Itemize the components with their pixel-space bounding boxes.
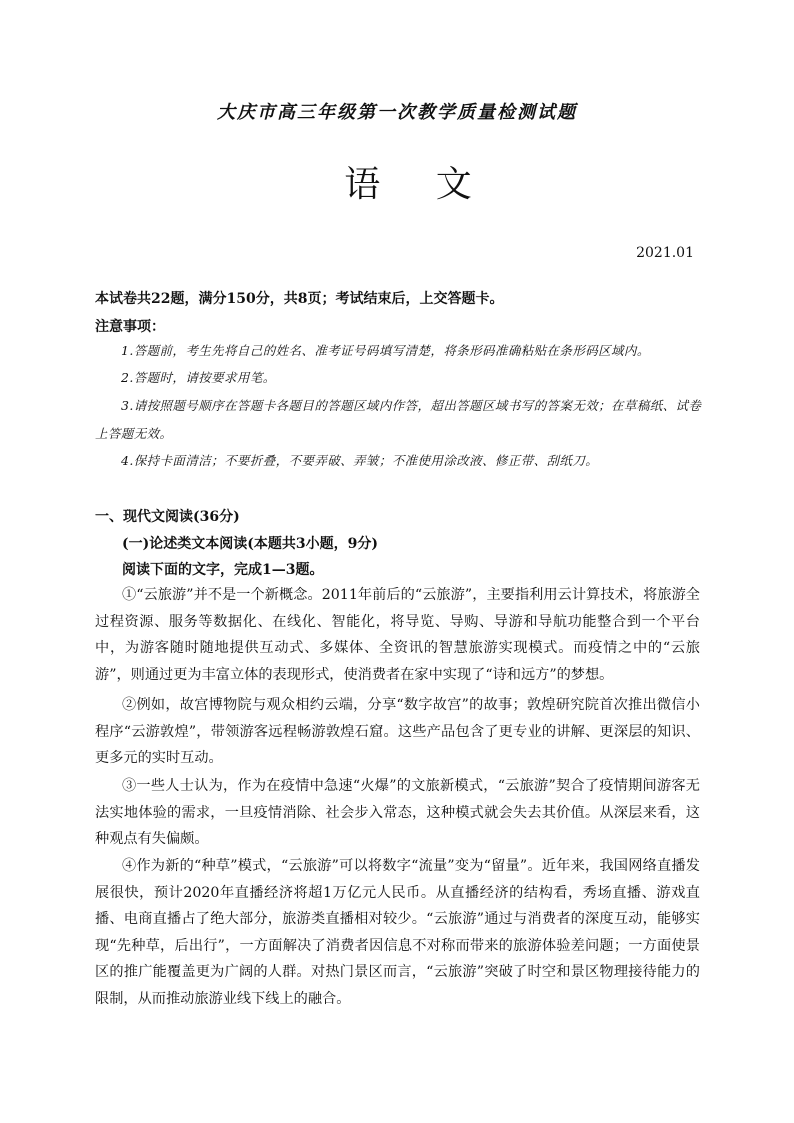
reading-instruction: 阅读下面的文字，完成1—3题。 bbox=[122, 562, 324, 578]
notice-item-text: 1.答题前，考生先将自己的姓名、准考证号码填写清楚，将条形码准确粘贴在条形码区域内。 bbox=[121, 343, 650, 358]
notice-item-text: 2.答题时，请按要求用笔。 bbox=[121, 370, 276, 385]
subsection-heading: (一)论述类文本阅读(本题共3小题，9分) bbox=[122, 536, 378, 552]
exam-date: 2021.01 bbox=[636, 245, 694, 261]
paragraph-4: ④作为新的“种草”模式，“云旅游”可以将数字“流量”变为“留量”。近年来，我国网络直播发展很快，预计2020年直播经济将超1万亿元人民币。从直播经济的结构看，秀场直播、游戏直播、电商直播占了绝大部分，旅游类直播相对较少。“云旅游”通过与消费者的深度互动，能够实现“先种草，后出行”，一方面解决了消费者因信息不对称而带来的旅游体验差问题；一方面使景区的推广能覆盖更为广阔的人群。对热门景区而言，“云旅游”突破了时空和景区物理接待能力的限制，从而推动旅游业线下线上的融合。 bbox=[95, 858, 700, 1007]
paragraph-3: ③一些人士认为，作为在疫情中急速“火爆”的文旅新模式，“云旅游”契合了疫情期间游客无法实地体验的需求，一旦疫情消除、社会步入常态，这种模式就会失去其价值。从深层来看，这种观点有失偏颇。 bbox=[95, 778, 700, 848]
exam-title: 大庆市高三年级第一次教学质量检测试题 bbox=[217, 102, 577, 123]
exam-intro: 本试卷共22题，满分150分，共8页；考试结束后，上交答题卡。 bbox=[95, 291, 504, 307]
subject-title: 语 文 bbox=[344, 164, 494, 205]
notice-label: 注意事项： bbox=[95, 319, 165, 335]
notice-item bbox=[95, 447, 705, 475]
notice-item bbox=[95, 392, 705, 448]
paragraph-1: ①“云旅游”并不是一个新概念。2011年前后的“云旅游”，主要指利用云计算技术，将旅游全过程资源、服务等数据化、在线化、智能化，将导览、导购、导游和导航功能整合到一个平台中，为游客随时随地提供互动式、多媒体、全资讯的智慧旅游实现模式。而疫情之中的“云旅游”，则通过更为丰富立体的表现形式，使消费者在家中实现了“诗和远方”的梦想。 bbox=[95, 587, 700, 683]
notice-item-text: 4.保持卡面清洁；不要折叠，不要弄破、弄皱；不准使用涂改液、修正带、刮纸刀。 bbox=[121, 453, 599, 468]
notice-item-text: 3.请按照题号顺序在答题卡各题目的答题区域内作答，超出答题区域书写的答案无效；在草稿纸、试卷上答题无效。 bbox=[95, 398, 702, 441]
paragraph-2: ②例如，故宫博物院与观众相约云端，分享“数字故宫”的故事；敦煌研究院首次推出微信小程序“云游敦煌”，带领游客远程畅游敦煌石窟。这些产品包含了更专业的讲解、更深层的知识、更多元的实时互动。 bbox=[95, 697, 700, 767]
section-heading: 一、现代文阅读(36分) bbox=[95, 509, 240, 525]
notice-item bbox=[95, 364, 705, 392]
notice-item bbox=[95, 337, 705, 365]
